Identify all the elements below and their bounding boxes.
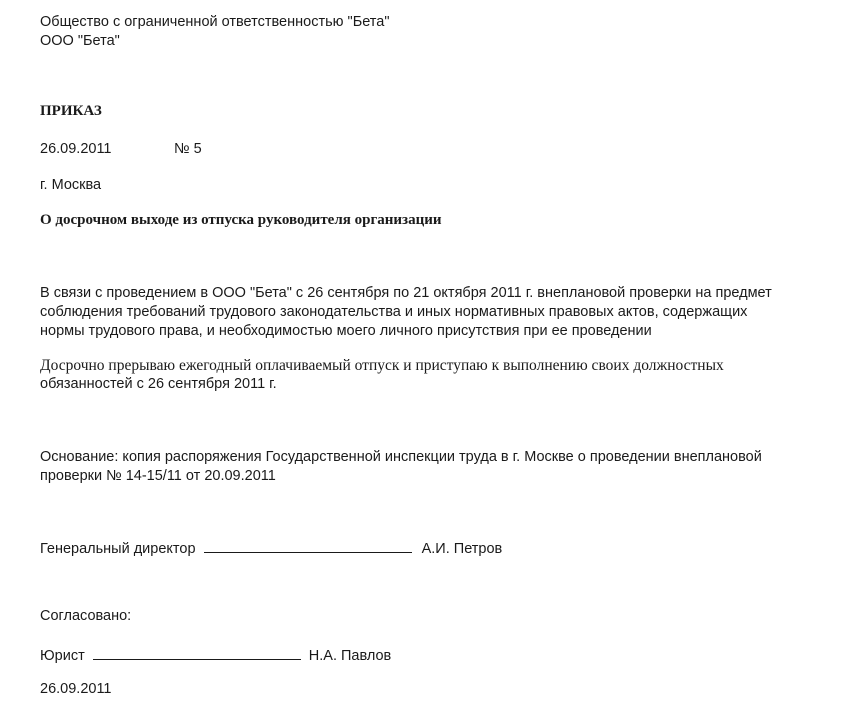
lawyer-signature-line — [93, 645, 301, 660]
body-paragraph-2 — [40, 356, 830, 394]
director-position: Генеральный директор — [40, 541, 196, 557]
order-date: 26.09.2011 — [40, 141, 112, 157]
director-name: А.И. Петров — [421, 541, 503, 557]
lawyer-signature-row — [40, 645, 391, 664]
director-signature-row — [40, 538, 502, 557]
org-short-name: ООО "Бета" — [40, 33, 120, 49]
order-subject: О досрочном выходе из отпуска руководителя организации — [40, 212, 442, 228]
paragraph-line: соблюдения требований трудового законодательства и иных нормативных правовых актов, содержащих — [40, 304, 748, 320]
paragraph-line: проверки № 14-15/11 от 20.09.2011 — [40, 468, 276, 484]
paragraph-line: нормы трудового права, и необходимостью моего личного присутствия при ее проведении — [40, 323, 652, 339]
agreed-date: 26.09.2011 — [40, 681, 112, 697]
lawyer-position: Юрист — [40, 648, 85, 664]
agreed-label: Согласовано: — [40, 608, 132, 624]
body-paragraph-1 — [40, 284, 830, 341]
lawyer-name: Н.А. Павлов — [308, 648, 392, 664]
paragraph-line: обязанностей с 26 сентября 2011 г. — [40, 376, 277, 392]
order-city: г. Москва — [40, 177, 102, 193]
order-title: ПРИКАЗ — [40, 103, 102, 119]
paragraph-line: В связи с проведением в ООО "Бета" с 26 сентября по 21 октября 2011 г. внеплановой проверки на предмет — [40, 285, 772, 301]
order-number: № 5 — [174, 141, 202, 157]
director-signature-line — [204, 538, 412, 553]
org-full-name: Общество с ограниченной ответственностью "Бета" — [40, 14, 390, 30]
basis-paragraph — [40, 448, 830, 486]
paragraph-line: Основание: копия распоряжения Государственной инспекции труда в г. Москве о проведении внеплановой — [40, 449, 762, 465]
paragraph-line: Досрочно прерываю ежегодный оплачиваемый отпуск и приступаю к выполнению своих должностных — [40, 357, 724, 374]
